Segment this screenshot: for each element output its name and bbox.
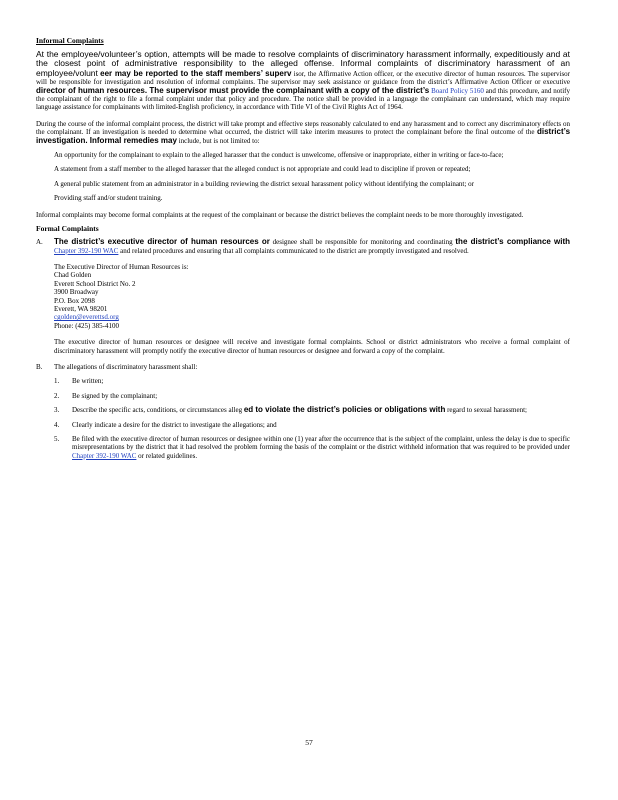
contact-name: Chad Golden [54,271,92,280]
contact-email-link[interactable]: cgolden@everettsd.org [54,313,119,322]
wac-chapter-link-2[interactable]: Chapter 392-190 WAC [72,451,137,460]
a-emphasis: The district’s executive director of human resources or [54,237,270,247]
contact-city: Everett, WA 98201 [54,304,108,313]
section-a-paragraph-2: The executive director of human resources or designee will receive and investigate formal complaints. School or district administrators who receive a formal complaint of discriminatory harassment will promptly notify the executive director of human resources or designee and forward a copy of the complaint. [54,338,570,355]
section-a [36,238,570,355]
list-item [36,151,570,159]
a-text-2: and related procedures and ensuring that all complaints communicated to the district are promptly investigated and resolved. [120,246,469,255]
document-page [36,36,570,460]
bullet-text: Providing staff and/or student training. [54,194,163,203]
item-text: Clearly indicate a desire for the district to investigate the allegations; and [72,420,277,429]
informal-paragraph-3: Informal complaints may become formal complaints at the request of the complainant or because the district believes the complaint needs to be more thoroughly investigated. [36,210,524,219]
contact-street: 3900 Broadway [54,288,99,297]
section-b-intro: The allegations of discriminatory harassment shall: [54,362,198,371]
p1-lead: At the employee/volunteer’s option, attempts will be made to resolve complaints of discriminatory harassment informally, expeditiously and at the closest point of administrative responsibility to the alleged offense. Informal complaints of discriminatory harassment of an employee/volunt [36,49,570,78]
a-text-1: designee shall be responsible for monitoring and coordinating [272,238,453,247]
item-5-text: Be filed with the executive director of human resources or designee within one (1) year after the occurrence that is the subject of the complaint, unless the delay is due to specific misrepresentations by the district that it had resolved the problem forming the basis of the complaint or the district withheld information that was required to be provided under [72,435,570,452]
item-3-tail: regard to sexual harassment; [447,406,527,415]
contact-title: The Executive Director of Human Resources is: [54,262,189,271]
informal-paragraph-1 [36,50,570,112]
item-text: Be written; [72,377,104,386]
list-item [54,377,570,385]
list-item [54,392,570,400]
list-item [54,435,570,460]
formal-complaints-heading: Formal Complaints [36,224,99,234]
board-policy-link[interactable]: Board Policy 5160 [431,86,484,95]
wac-chapter-link[interactable]: Chapter 392-190 WAC [54,246,119,255]
item-text: Be signed by the complainant; [72,391,158,400]
p2-emphasis: district’s investigation. Informal remedies may [36,127,571,145]
bullet-glyph [36,194,54,202]
contact-org: Everett School District No. 2 [54,279,136,288]
page-number: 57 [305,738,313,747]
p1-lead-emphasis: eer may be reported to the staff members’ superv [100,68,292,78]
p1-mid: isor, the Affirmative Action officer, or the executive director of human resources. The supervisor will be responsible for investigation and resolution of informal complaints. The supervisor may seek assistance or guidance from the district’s Affirmative Action Officer or executive [36,69,571,87]
item-3-text: Describe the specific acts, conditions, or circumstances alleg [72,406,243,415]
item-number: 4. [54,420,60,429]
list-item [36,180,570,188]
section-a-paragraph [54,238,570,255]
item-number: 2. [54,391,60,400]
list-item [36,194,570,202]
bullet-text: An opportunity for the complainant to explain to the alleged harasser that the conduct is unwelcome, offensive or inappropriate, either in writing or face-to-face; [54,151,504,160]
item-number: 1. [54,377,60,386]
p1-emphasis: director of human resources. The supervisor must provide the complainant with a copy of the district’s [36,85,430,95]
bullet-glyph [36,165,54,173]
list-item [54,421,570,429]
item-number: 3. [54,406,60,415]
item-text [72,406,570,414]
p2-tail: include, but is not limited to: [178,136,260,145]
contact-po-box: P.O. Box 2098 [54,296,95,305]
item-text [72,435,570,460]
bullet-glyph [36,180,54,188]
item-5-tail: or related guidelines. [138,451,198,460]
item-number: 5. [54,435,60,443]
bullet-text: A statement from a staff member to the alleged harasser that the alleged conduct is not appropriate and could lead to discipline if proven or repeated; [54,165,471,174]
contact-phone: Phone: (425) 385-4100 [54,321,119,330]
contact-block [54,263,570,330]
a-emphasis-2: the district’s compliance with [455,237,571,247]
informal-paragraph-2 [36,120,570,145]
list-item [36,165,570,173]
p2-text: During the course of the informal complaint process, the district will take prompt and effective steps reasonably calculated to end any harassment and to correct any discriminatory effects on the complainant. If an investigation is needed to determine what occurred, the district will take interim measures to protect the complainant before the final outcome of the [36,119,570,137]
item-3-emphasis: ed to violate the district’s policies or obligations with [243,405,446,415]
p1-tail: and this procedure, and notify the complainant of the right to file a formal complaint under that policy and procedure. The notice shall be provided in a language the complainant can understand, which may require language assistance for complainants with limited-English proficiency, in accordance with Title VI of the Civil Rights Act of 1964. [36,86,570,112]
list-item [54,406,570,414]
section-b [36,363,570,371]
informal-complaints-heading: Informal Complaints [36,36,104,45]
section-a-marker: A. [36,238,43,247]
bullet-glyph [36,151,54,159]
bullet-text: A general public statement from an administrator in a building reviewing the district sexual harassment policy without identifying the complainant; or [54,179,474,188]
section-b-marker: B. [36,362,43,371]
